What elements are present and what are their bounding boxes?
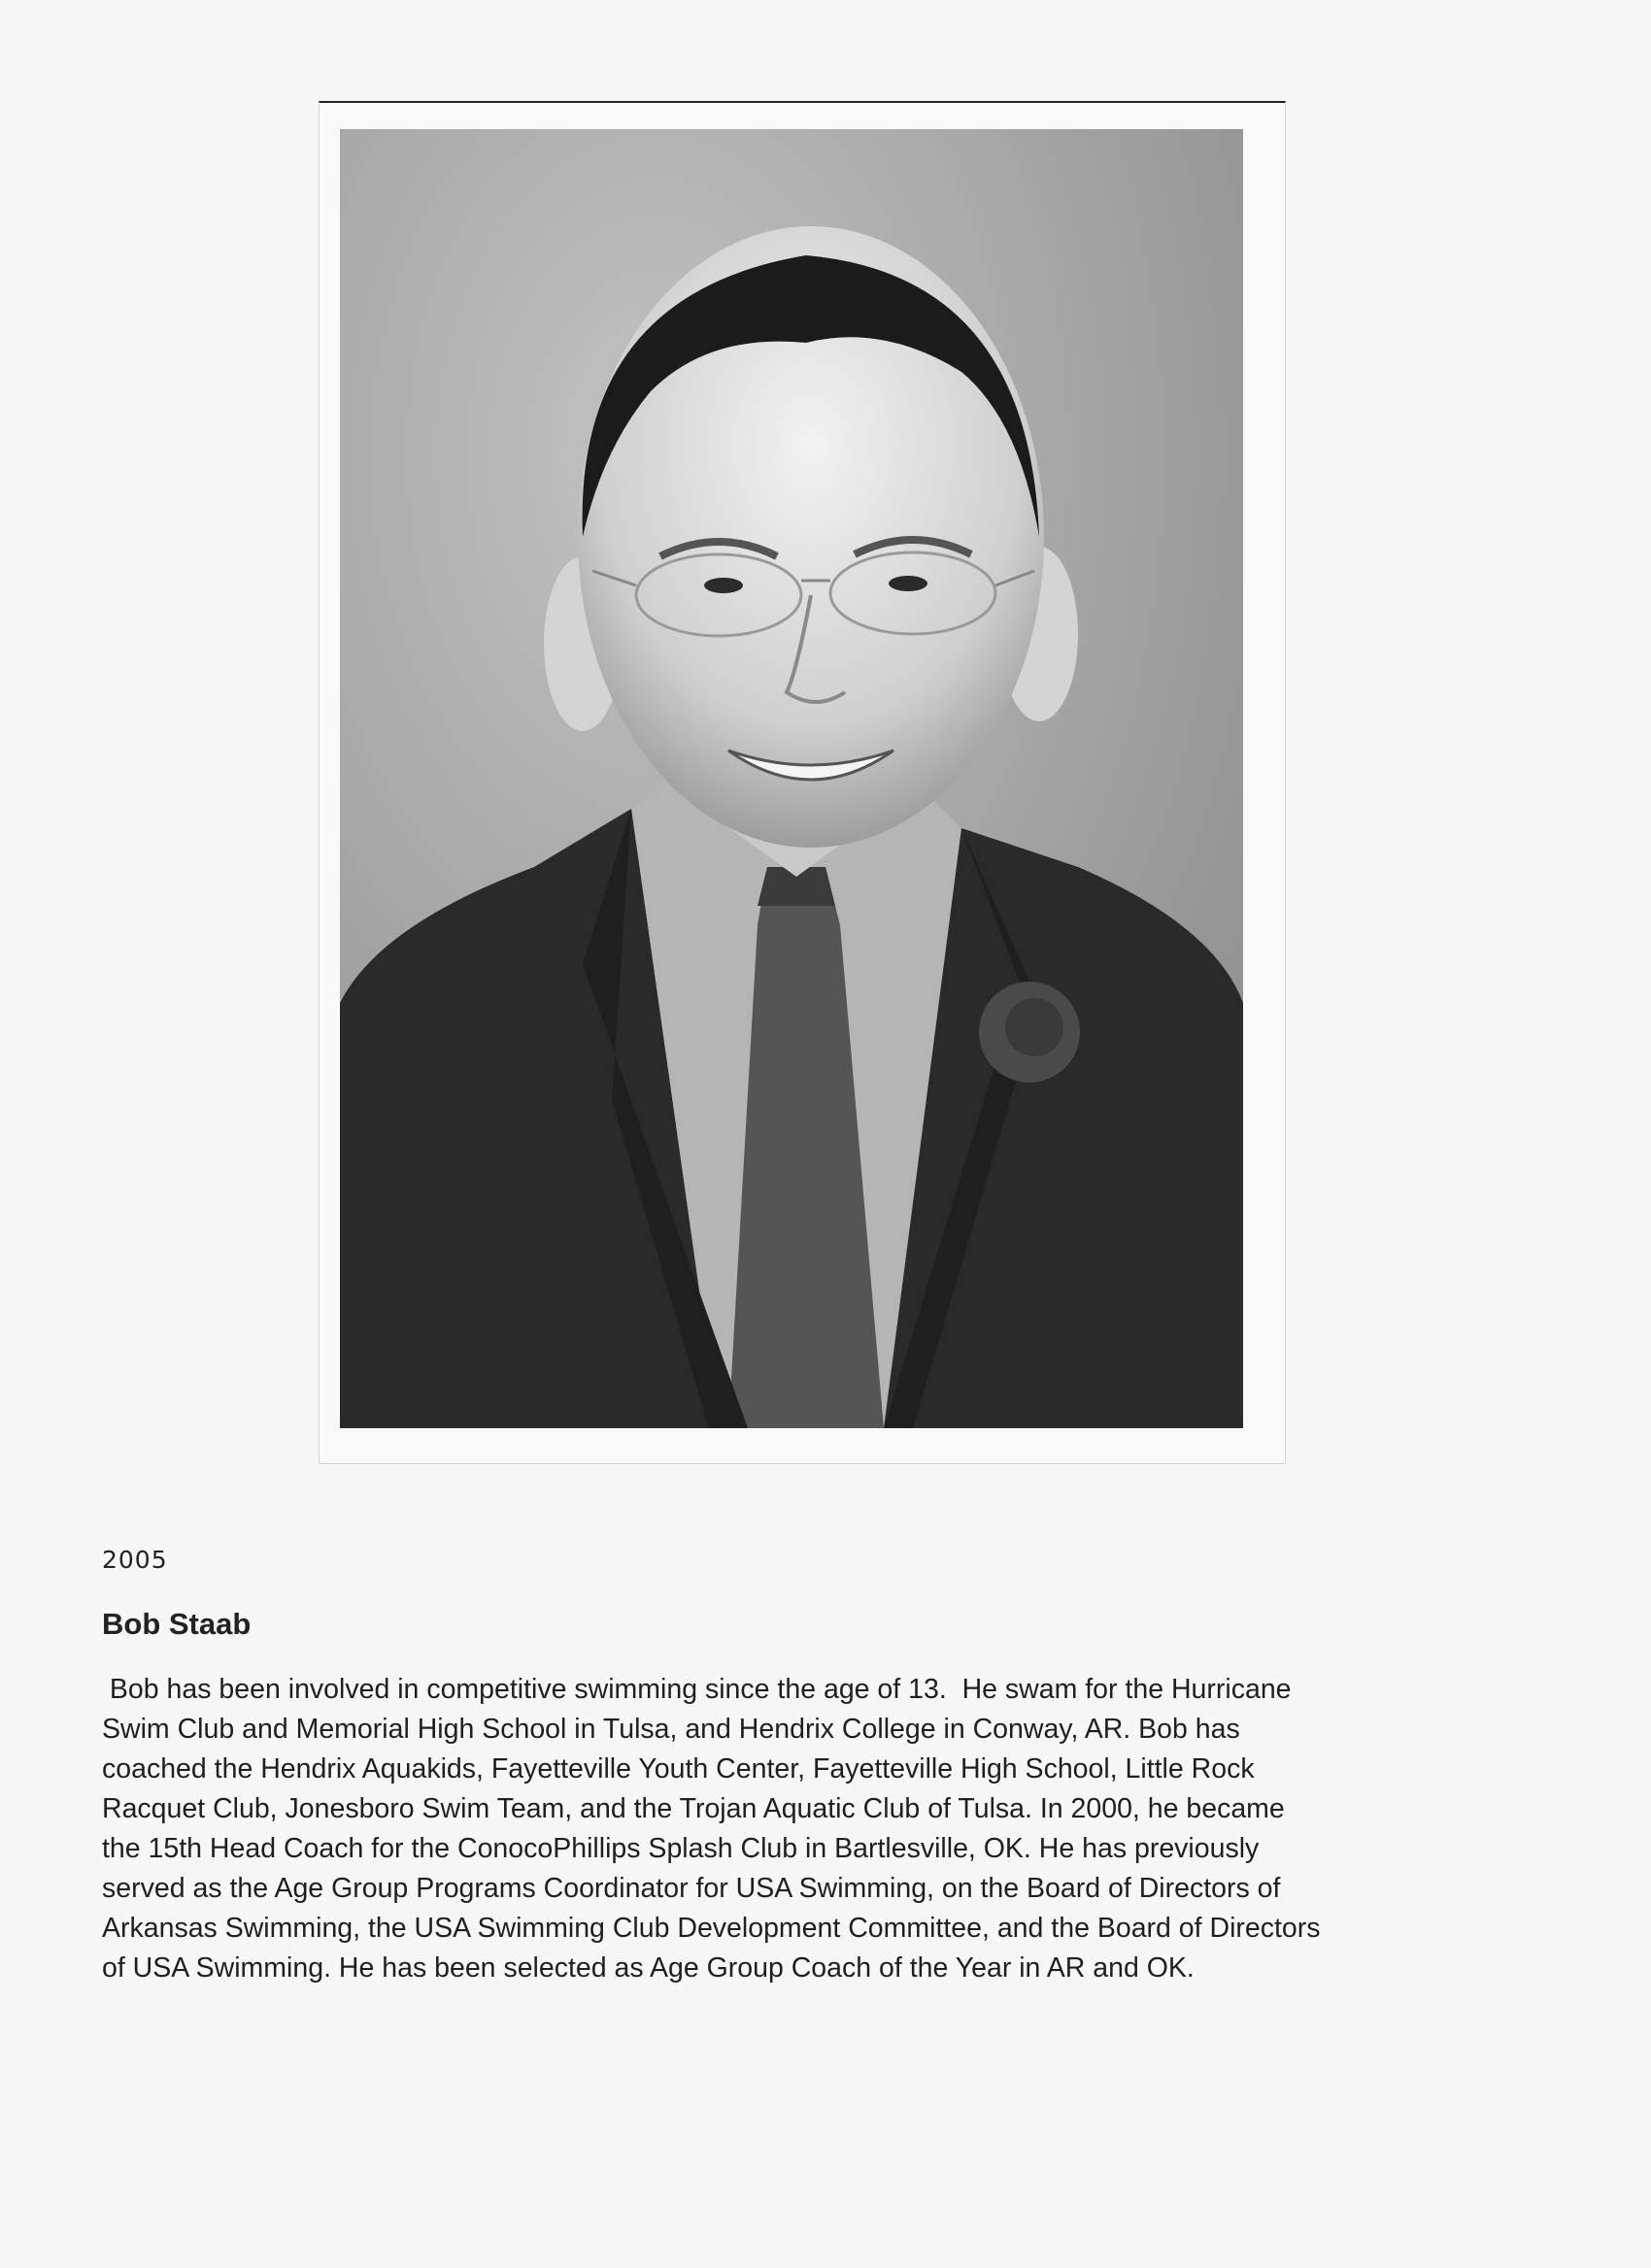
bio-line: the 15th Head Coach for the ConocoPhillips Splash Club in Bartlesville, OK. He has previously bbox=[102, 1833, 1260, 1864]
bio-line: of USA Swimming. He has been selected as Age Group Coach of the Year in AR and OK. bbox=[102, 1952, 1195, 1984]
bio-line: Arkansas Swimming, the USA Swimming Club Development Committee, and the Board of Directors bbox=[102, 1913, 1321, 1944]
bio-line: Racquet Club, Jonesboro Swim Team, and the Trojan Aquatic Club of Tulsa. In 2000, he became bbox=[102, 1793, 1285, 1824]
biography-paragraph bbox=[102, 1670, 1559, 1988]
bio-line: coached the Hendrix Aquakids, Fayetteville Youth Center, Fayetteville High School, Little Rock bbox=[102, 1753, 1255, 1784]
induction-year: 2005 bbox=[102, 1546, 168, 1574]
portrait-photo bbox=[340, 129, 1243, 1428]
bio-line: served as the Age Group Programs Coordinator for USA Swimming, on the Board of Directors of bbox=[102, 1873, 1281, 1904]
portrait-illustration bbox=[340, 129, 1243, 1428]
honoree-name: Bob Staab bbox=[102, 1607, 252, 1641]
bio-line: Swim Club and Memorial High School in Tulsa, and Hendrix College in Conway, AR. Bob has bbox=[102, 1714, 1240, 1745]
bio-line: Bob has been involved in competitive swimming since the age of 13. He swam for the Hurricane bbox=[102, 1674, 1292, 1705]
